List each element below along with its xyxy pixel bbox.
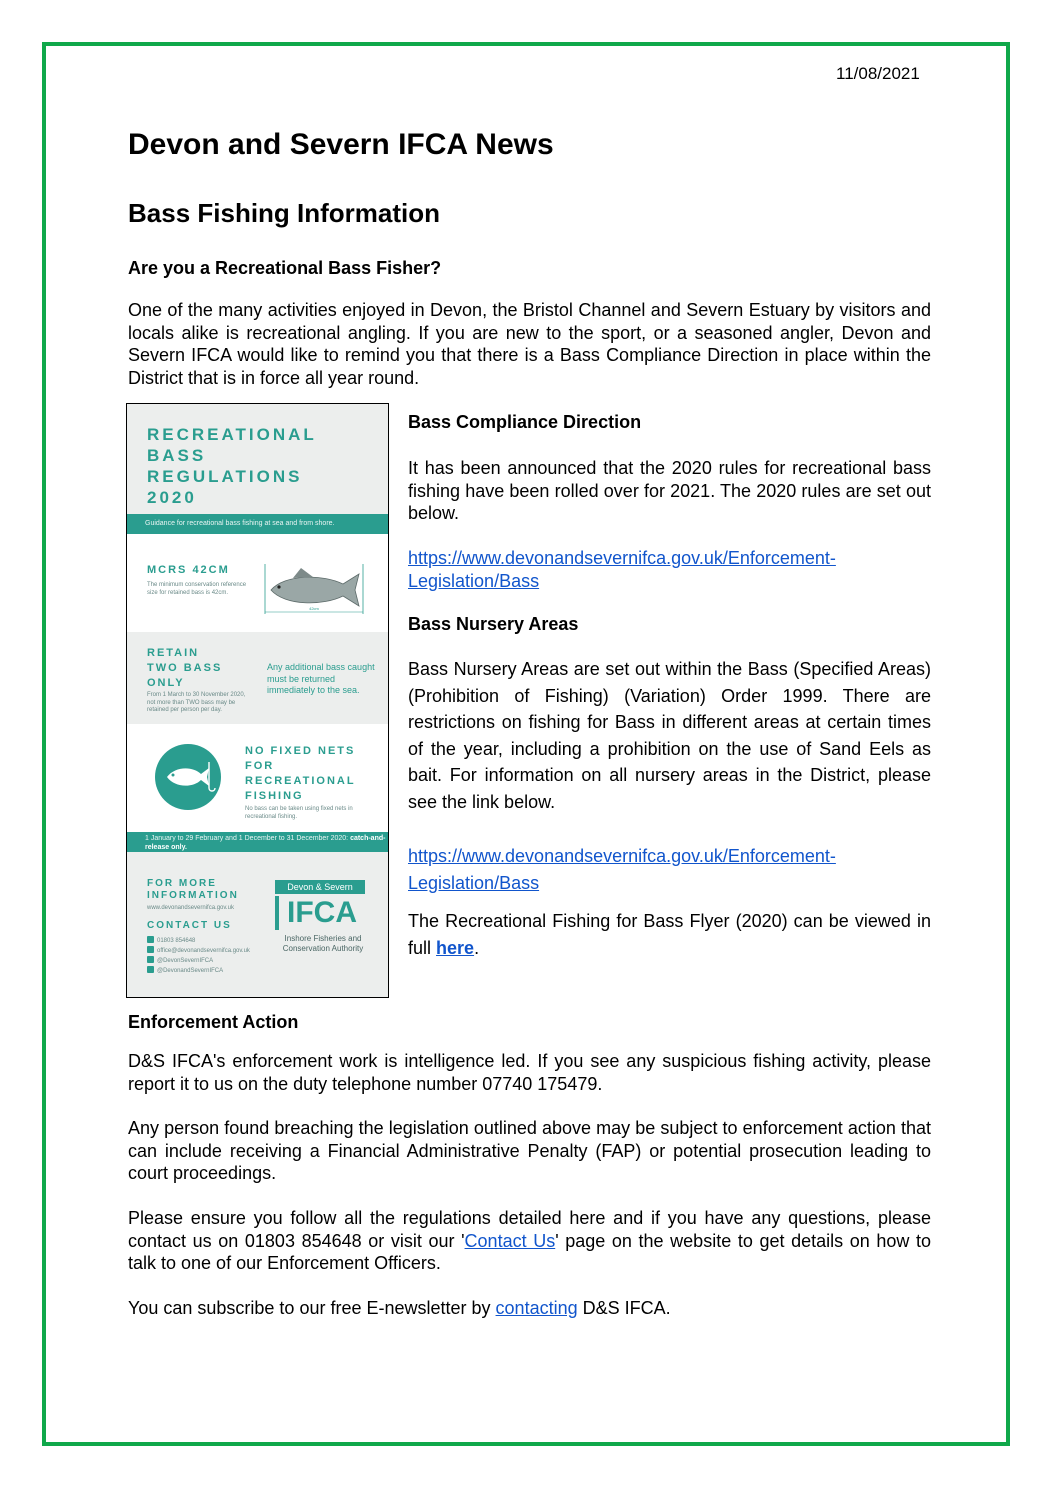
- flyer-end: .: [474, 937, 480, 958]
- flyer-paragraph: [408, 908, 931, 961]
- no-nets-icon: [155, 744, 221, 810]
- nets-title: NO FIXED NETS FOR RECREATIONAL FISHING: [245, 745, 356, 802]
- contact-facebook: @DevonandSevernIFCA: [157, 968, 224, 974]
- poster-mcrs-section: [127, 534, 388, 632]
- compliance-link-block: [408, 547, 836, 592]
- mcrs-title: MCRS 42CM: [147, 564, 230, 576]
- date: 11/08/2021: [836, 64, 920, 83]
- poster-catch-release-band: [127, 832, 388, 852]
- catch-release-end: .: [184, 844, 187, 851]
- compliance-link-line1: https://www.devonandsevernifca.gov.uk/Enforcement-: [408, 548, 836, 568]
- compliance-link[interactable]: [408, 548, 836, 591]
- compliance-link-line2: Legislation/Bass: [408, 570, 540, 591]
- enforcement-paragraph-1: D&S IFCA's enforcement work is intelligence led. If you see any suspicious fishing activity, please report it to us on the duty telephone number 07740 175479.: [128, 1051, 931, 1094]
- p4-text-b: D&S IFCA.: [577, 1298, 671, 1318]
- nursery-link-line2: Legislation/Bass: [408, 872, 540, 893]
- retain-side-text: Any additional bass caught must be returned immediately to the sea.: [267, 662, 375, 695]
- email-icon: [147, 946, 154, 953]
- poster-nets-section: [127, 724, 388, 832]
- contact-phone: 01803 854648: [157, 938, 196, 944]
- compliance-heading: Bass Compliance Direction: [408, 412, 642, 432]
- nursery-paragraph: Bass Nursery Areas are set out within the Bass (Specified Areas) (Prohibition of Fishing) (Variation) Order 1999. There are restrictions on fishing for Bass in different areas at certain times of the year, including a prohibition on the use of Sand Eels as bait. For information on all nursery areas in the District, please see the link below.: [408, 659, 931, 812]
- poster-info-section: [127, 852, 388, 998]
- p3-text-b: ' page on the website to get details on how to talk to one of our Enforcement Officers.: [128, 1230, 931, 1273]
- intro-heading: Are you a Recreational Bass Fisher?: [128, 258, 442, 278]
- newsletter-paragraph: [128, 1297, 931, 1320]
- nursery-heading: Bass Nursery Areas: [408, 614, 579, 634]
- nursery-link[interactable]: [408, 846, 836, 893]
- poster-guidance-band: Guidance for recreational bass fishing at sea and from shore.: [127, 514, 388, 534]
- fish-measure-label: 42cm: [309, 606, 319, 611]
- enforcement-heading: Enforcement Action: [128, 1012, 299, 1032]
- catch-release-bold: catch-and-release only: [145, 835, 386, 851]
- retain-text: From 1 March to 30 November 2020, not more than TWO bass may be retained per person per day.: [147, 692, 246, 713]
- twitter-icon: [147, 956, 154, 963]
- p3-text-a: Please ensure you follow all the regulations detailed here and if you have any questions, please contact us on 01803 854648 or visit our ': [128, 1208, 931, 1251]
- flyer-here-link[interactable]: here: [436, 937, 475, 958]
- nets-text: No bass can be taken using fixed nets in recreational fishing.: [245, 806, 353, 820]
- poster-title: RECREATIONAL BASS REGULATIONS 2020: [147, 425, 317, 507]
- page-title: Devon and Severn IFCA News: [128, 128, 554, 161]
- logo-tag: Devon & Severn: [275, 880, 365, 894]
- info-title: FOR MORE INFORMATION: [147, 878, 239, 901]
- catch-release-text: 1 January to 29 February and 1 December to 31 December 2020:: [145, 835, 351, 842]
- ifca-logo: [275, 880, 371, 954]
- nursery-link-block: [408, 843, 836, 896]
- enforcement-paragraph-2: Any person found breaching the legislation outlined above may be subject to enforcement action that can include receiving a Financial Administrative Penalty (FAP) or potential prosecution leading to court proceedings.: [128, 1118, 931, 1183]
- phone-icon: [147, 936, 154, 943]
- nursery-link-line1: https://www.devonandsevernifca.gov.uk/Enforcement-: [408, 846, 836, 866]
- section-title: Bass Fishing Information: [128, 198, 441, 228]
- contact-twitter: @DevonSevernIFCA: [157, 958, 214, 964]
- logo-subtitle: Inshore Fisheries and Conservation Authority: [282, 934, 364, 953]
- logo-main: IFCA: [275, 896, 365, 930]
- flyer-text: The Recreational Fishing for Bass Flyer (2020) can be viewed in full: [408, 911, 931, 958]
- intro-paragraph: One of the many activities enjoyed in Devon, the Bristol Channel and Severn Estuary by visitors and locals alike is recreational angling. If you are new to the sport, or a seasoned angler, Devon and Severn IFCA would like to remind you that there is a Bass Compliance Direction in place within the District that is in force all year round.: [128, 300, 931, 388]
- poster-retain-section: [127, 632, 388, 724]
- contact-title: CONTACT US: [147, 920, 232, 931]
- compliance-paragraph: It has been announced that the 2020 rules for recreational bass fishing have been rolled over for 2021. The 2020 rules are set out below.: [408, 458, 931, 523]
- bass-fish-icon: [263, 556, 365, 626]
- poster-header: [127, 404, 388, 514]
- p4-text-a: You can subscribe to our free E-newsletter by: [128, 1298, 496, 1318]
- contact-email: office@devonandsevernifca.gov.uk: [157, 948, 250, 954]
- mcrs-text: The minimum conservation reference size for retained bass is 42cm.: [147, 582, 247, 596]
- contacting-link[interactable]: contacting: [495, 1298, 578, 1318]
- retain-title: RETAIN TWO BASS ONLY: [147, 647, 223, 689]
- facebook-icon: [147, 966, 154, 973]
- enforcement-paragraph-3: [128, 1207, 931, 1275]
- contact-list: [147, 936, 250, 976]
- info-website: www.devonandsevernifca.gov.uk: [147, 905, 234, 911]
- bass-regulations-poster: [126, 403, 389, 998]
- contact-us-link[interactable]: Contact Us: [464, 1230, 556, 1251]
